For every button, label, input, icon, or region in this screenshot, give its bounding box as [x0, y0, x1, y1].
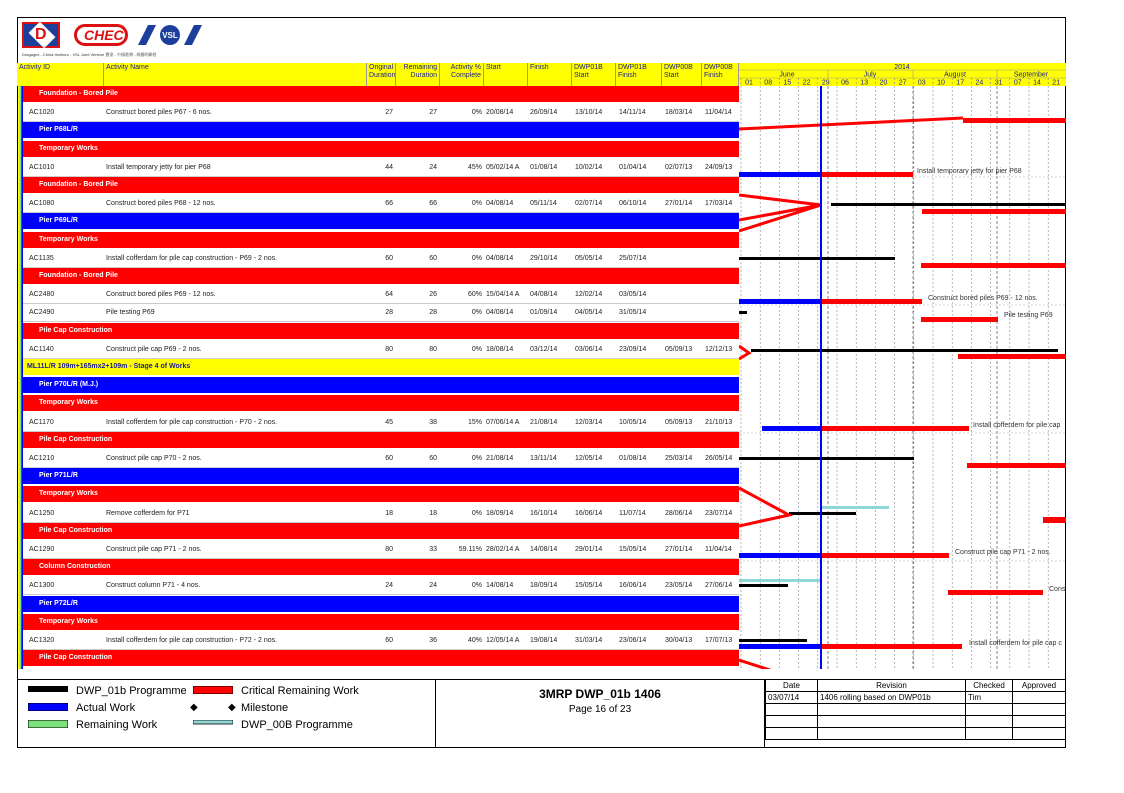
bar-label: Pile testing P69	[1004, 312, 1053, 319]
cell-start: 05/02/14 A	[486, 163, 520, 171]
timescale-week: 06	[841, 79, 849, 87]
cell-finish: 21/08/14	[530, 418, 558, 426]
document-title: 3MRP DWP_01b 1406	[539, 687, 661, 701]
critical-bar	[1043, 517, 1066, 523]
wbs-band[interactable]: Pier P71L/R	[23, 468, 739, 484]
cell-od: 18	[385, 509, 393, 517]
cell-s0: 05/09/13	[665, 418, 693, 426]
timescale-month: July	[863, 71, 877, 79]
cell-id: AC2480	[29, 291, 55, 299]
cell-rd: 60	[429, 455, 437, 462]
cell-f0: 23/07/14	[705, 509, 733, 517]
col-header-start[interactable]: Start	[484, 63, 528, 86]
activity-row[interactable]	[23, 159, 739, 177]
cell-f1: 25/07/14	[619, 254, 647, 262]
timescale-week: 13	[860, 79, 869, 87]
timescale-week: 08	[764, 79, 773, 87]
cell-pct: 0%	[471, 455, 482, 462]
wbs-band[interactable]: Foundation - Bored Pile	[23, 177, 739, 193]
cell-s1: 15/05/14	[575, 582, 603, 590]
programme-bar	[739, 311, 747, 314]
legend-swatch-critical	[193, 686, 233, 694]
cell-pct: 45%	[467, 163, 482, 171]
timescale-week: 31	[994, 79, 1003, 87]
rev-header-checked: Checked	[966, 680, 1013, 692]
programme-bar	[739, 639, 807, 642]
legend-dwp00b: DWP_00B Programme	[241, 719, 353, 731]
cell-s1: 29/01/14	[575, 546, 603, 553]
timescale-week: 15	[783, 79, 792, 87]
rev-date: 03/07/14	[766, 692, 818, 704]
cell-rd: 60	[429, 254, 437, 262]
cell-s1: 04/05/14	[575, 309, 603, 317]
cell-f1: 11/07/14	[619, 509, 646, 517]
activity-row[interactable]	[23, 195, 739, 213]
cell-name: Construct pile cap P69 - 2 nos.	[106, 345, 202, 353]
cell-start: 18/09/14	[486, 509, 514, 517]
cell-s0: 27/01/14	[665, 200, 693, 208]
cell-name: Construct pile cap P70 - 2 nos.	[106, 455, 202, 462]
wbs-band[interactable]: Pile Cap Construction	[23, 523, 739, 539]
cell-name: Construct bored piles P67 - 6 nos.	[106, 109, 212, 117]
bar-label: Construct pile cap P71 - 2 nos.	[955, 549, 1051, 556]
page-number: Page 16 of 23	[568, 704, 632, 715]
dwp00b-bar	[739, 579, 821, 582]
cell-s1: 03/06/14	[575, 345, 603, 353]
cell-s1: 10/02/14	[575, 163, 603, 171]
actual-bar	[739, 553, 821, 558]
cell-name: Construct bored piles P69 - 12 nos.	[106, 291, 216, 299]
activity-row[interactable]	[23, 632, 739, 650]
cell-f1: 06/10/14	[619, 200, 647, 208]
wbs-band[interactable]: Foundation - Bored Pile	[23, 86, 739, 102]
critical-bar	[821, 553, 949, 558]
wbs-band[interactable]: Temporary Works	[23, 395, 739, 411]
programme-bar	[751, 349, 1058, 352]
legend-actual: Actual Work	[76, 702, 136, 714]
chec-logo-text: CHEC	[84, 27, 124, 43]
cell-od: 60	[385, 455, 393, 462]
critical-bar	[821, 426, 969, 431]
rev-approved	[1013, 692, 1066, 704]
cell-s0: 25/03/14	[665, 455, 693, 462]
timescale-month: August	[944, 71, 966, 79]
col-header-rem-dur[interactable]: Remaining Duration	[396, 63, 440, 86]
activity-row[interactable]	[23, 304, 739, 322]
cell-pct: 0%	[471, 200, 482, 208]
actual-bar	[739, 299, 821, 304]
programme-bar	[739, 584, 788, 587]
cell-pct: 0%	[471, 582, 482, 590]
col-header-activity-id[interactable]: Activity ID	[17, 63, 104, 86]
cell-s1: 12/03/14	[575, 418, 603, 426]
cell-pct: 59.11%	[458, 546, 482, 553]
cell-name: Install cofferdem for pile cap construction - P70 - 2 nos.	[106, 418, 278, 426]
rev-empty-cell	[818, 704, 966, 716]
gantt-chart	[739, 63, 1066, 669]
timescale-week: 07	[1013, 79, 1022, 87]
legend-remaining: Remaining Work	[76, 719, 158, 731]
activity-row[interactable]	[23, 577, 739, 595]
gantt-canvas	[739, 63, 1066, 669]
bar-label: Install cofferdem for pile cap	[973, 422, 1061, 429]
timescale-week: 10	[937, 79, 945, 87]
cell-finish: 05/11/14	[530, 200, 557, 208]
cell-s1: 16/06/14	[575, 509, 603, 517]
cell-f1: 14/11/14	[619, 109, 646, 117]
wbs-band[interactable]: Temporary Works	[23, 232, 739, 248]
cell-f0: 17/07/13	[705, 637, 733, 644]
legend-milestone: Milestone	[241, 702, 289, 714]
cell-start: 20/08/14	[486, 109, 514, 117]
cell-id: AC1320	[29, 637, 55, 644]
cell-pct: 15%	[467, 418, 482, 426]
cell-rd: 33	[429, 546, 437, 553]
cell-pct: 40%	[467, 637, 482, 644]
cell-s0: 23/05/14	[665, 582, 693, 590]
programme-bar	[831, 203, 1066, 206]
timescale-week: 17	[956, 79, 965, 87]
bar-label: Cons	[1049, 586, 1066, 593]
cell-f1: 15/05/14	[619, 546, 647, 553]
timescale-month: September	[1013, 71, 1049, 79]
wbs-band[interactable]: Temporary Works	[23, 486, 739, 502]
cell-f1: 10/05/14	[619, 418, 647, 426]
critical-bar	[821, 644, 962, 649]
cell-f1: 01/04/14	[619, 163, 647, 171]
chec-logo	[74, 24, 128, 46]
cell-rd: 27	[429, 109, 437, 117]
timescale-week: 27	[898, 79, 907, 87]
wbs-band[interactable]: Foundation - Bored Pile	[23, 268, 739, 284]
vsl-logo-text: VSL	[162, 31, 178, 40]
cell-name: Construct column P71 - 4 nos.	[106, 582, 201, 590]
cell-id: AC1080	[29, 200, 55, 208]
activity-row[interactable]	[23, 541, 739, 559]
cell-s0: 18/03/14	[665, 109, 693, 117]
col-header-dwp00b-start[interactable]: DWP00B Start	[662, 63, 702, 86]
cell-s1: 31/03/14	[575, 637, 603, 644]
cell-name: Install temporary jetty for pier P68	[106, 163, 211, 171]
wbs-band[interactable]: Pier P70L/R (M.J.)	[23, 377, 739, 393]
cell-s1: 12/02/14	[575, 291, 603, 299]
cell-start: 04/08/14	[486, 254, 514, 262]
cell-finish: 01/09/14	[530, 309, 558, 317]
critical-bar	[958, 354, 1066, 359]
legend-swatch-dwp00b	[193, 720, 233, 725]
timescale-year: 2014	[894, 64, 910, 71]
cell-pct: 0%	[471, 254, 482, 262]
cell-start: 04/08/14	[486, 309, 514, 317]
critical-bar	[821, 172, 913, 177]
col-header-dwp00b-finish[interactable]: DWP00B Finish	[702, 63, 739, 86]
cell-finish: 03/12/14	[530, 345, 558, 353]
cell-rd: 18	[429, 509, 437, 517]
wbs-band[interactable]: Temporary Works	[23, 141, 739, 157]
cell-f0: 26/05/14	[705, 455, 733, 462]
cell-start: 12/05/14 A	[486, 637, 520, 644]
wbs-band[interactable]: Pier P72L/R	[23, 596, 739, 612]
cell-rd: 24	[429, 163, 437, 171]
cell-s0: 05/09/13	[665, 345, 693, 353]
cell-f0: 24/09/13	[705, 163, 733, 171]
wbs-band[interactable]: Pile Cap Construction	[23, 432, 739, 448]
cell-rd: 80	[429, 345, 437, 353]
wbs-band[interactable]: Pile Cap Construction	[23, 323, 739, 339]
cell-id: AC1135	[29, 254, 54, 262]
cell-name: Install cofferdam for pile cap construction - P69 - 2 nos.	[106, 254, 278, 262]
cell-id: AC1300	[29, 582, 55, 590]
rev-empty-cell	[1013, 728, 1066, 740]
cell-id: AC1170	[29, 418, 54, 426]
actual-bar	[739, 644, 821, 649]
wbs-band[interactable]: Pier P68L/R	[23, 122, 739, 138]
cell-od: 80	[385, 345, 393, 353]
wbs-band[interactable]: Column Construction	[23, 559, 739, 575]
cell-od: 80	[385, 546, 393, 553]
cell-s1: 13/10/14	[575, 109, 603, 117]
critical-bar	[967, 463, 1066, 468]
legend-critical: Critical Remaining Work	[241, 685, 359, 697]
cell-f0: 17/03/14	[705, 200, 733, 208]
cell-f0: 12/12/13	[705, 345, 733, 353]
cell-f1: 23/06/14	[619, 637, 647, 644]
cell-finish: 18/09/14	[530, 582, 558, 590]
cell-id: AC1210	[29, 455, 55, 462]
rev-empty-cell	[766, 716, 818, 728]
cell-finish: 04/08/14	[530, 291, 558, 299]
cell-name: Remove cofferdem for P71	[106, 509, 190, 517]
critical-bar	[963, 118, 1066, 123]
milestone-icon: ◆	[190, 702, 198, 713]
rev-empty-cell	[966, 716, 1013, 728]
cell-s1: 05/05/14	[575, 254, 603, 262]
timescale-week: 01	[745, 79, 753, 87]
dragages-logo	[22, 22, 60, 48]
cell-od: 27	[385, 109, 393, 117]
cell-start: 14/08/14	[486, 582, 514, 590]
bar-label: Install temporary jetty for pier P68	[917, 168, 1022, 175]
cell-f1: 23/09/14	[619, 345, 647, 353]
critical-link	[739, 118, 963, 129]
cell-start: 15/04/14 A	[486, 291, 520, 299]
cell-f1: 16/06/14	[619, 582, 647, 590]
legend-programme: DWP_01b Programme	[76, 685, 187, 697]
logo-caption: Dragages - China Harbour - VSL Joint Venture 寶嘉 - 中國港灣 - 維騰明聯營	[22, 52, 157, 57]
rev-empty-cell	[818, 716, 966, 728]
timescale-week: 22	[802, 79, 811, 87]
cell-od: 45	[385, 418, 393, 426]
cell-name: Construct pile cap P71 - 2 nos.	[106, 546, 202, 553]
rev-header-revision: Revision	[818, 680, 966, 692]
cell-id: AC1140	[29, 345, 54, 353]
cell-finish: 13/11/14	[530, 455, 557, 462]
critical-bar	[948, 590, 1043, 595]
cell-s1: 12/05/14	[575, 455, 603, 462]
cell-finish: 14/08/14	[530, 546, 558, 553]
cell-start: 21/08/14	[486, 455, 514, 462]
programme-bar	[739, 257, 895, 260]
cell-f0: 11/04/14	[705, 109, 732, 117]
cell-pct: 0%	[471, 509, 482, 517]
legend-swatch-remaining	[28, 720, 68, 728]
cell-id: AC2490	[29, 309, 55, 317]
cell-od: 66	[385, 200, 393, 208]
vsl-logo	[136, 23, 206, 47]
activity-row[interactable]	[23, 104, 739, 122]
col-header-dwp01b-finish[interactable]: DWP01B Finish	[616, 63, 662, 86]
cell-start: 18/08/14	[486, 345, 514, 353]
timescale-week: 21	[1052, 79, 1061, 87]
activity-row[interactable]	[23, 414, 739, 432]
cell-f1: 31/05/14	[619, 309, 647, 317]
rev-empty-cell	[766, 704, 818, 716]
cell-id: AC1290	[29, 546, 55, 553]
cell-name: Install cofferdem for pile cap construction - P72 - 2 nos.	[106, 637, 278, 644]
cell-od: 24	[385, 582, 393, 590]
cell-start: 28/02/14 A	[486, 546, 520, 553]
activity-row[interactable]	[23, 450, 739, 468]
cell-f0: 11/04/14	[705, 546, 732, 553]
cell-od: 60	[385, 637, 393, 644]
wbs-band[interactable]: Pier P69L/R	[23, 213, 739, 229]
cell-od: 60	[385, 254, 393, 262]
actual-bar	[762, 426, 821, 431]
cell-s0: 28/06/14	[665, 509, 693, 517]
rev-empty-cell	[1013, 704, 1066, 716]
cell-rd: 36	[429, 637, 437, 644]
title-block	[435, 679, 765, 748]
rev-checked: Tim	[966, 692, 1013, 704]
cell-f0: 21/10/13	[705, 418, 733, 426]
cell-pct: 0%	[471, 309, 482, 317]
critical-link	[739, 660, 779, 669]
cell-pct: 60%	[467, 291, 482, 299]
col-header-finish[interactable]: Finish	[528, 63, 572, 86]
wbs-band[interactable]: ML11L/R 109m+165mx2+109m - Stage 4 of Works	[23, 359, 739, 375]
cell-s0: 27/01/14	[665, 546, 693, 553]
bar-label: Install cofferdem for pile cap c	[969, 640, 1062, 647]
cell-id: AC1010	[29, 163, 55, 171]
cell-finish: 16/10/14	[530, 509, 558, 517]
timescale-week: 14	[1033, 79, 1041, 87]
cell-rd: 38	[429, 418, 437, 426]
cell-od: 64	[385, 291, 393, 299]
cell-finish: 01/08/14	[530, 163, 558, 171]
cell-rd: 24	[429, 582, 437, 590]
critical-bar	[921, 317, 998, 322]
rev-empty-cell	[818, 728, 966, 740]
cell-name: Construct bored piles P68 - 12 nos.	[106, 200, 216, 208]
activity-row[interactable]	[23, 286, 739, 304]
programme-bar	[789, 512, 856, 515]
cell-finish: 29/10/14	[530, 254, 558, 262]
actual-bar	[739, 172, 821, 177]
cell-id: AC1020	[29, 109, 55, 117]
cell-f1: 03/05/14	[619, 291, 647, 299]
cell-finish: 19/08/14	[530, 637, 558, 644]
col-header-activity-name[interactable]: Activity Name	[104, 63, 367, 86]
critical-bar	[821, 299, 922, 304]
programme-bar	[739, 457, 914, 460]
col-header-pct[interactable]: Activity % Complete	[440, 63, 484, 86]
rev-empty-cell	[966, 728, 1013, 740]
legend-swatch-actual	[28, 703, 68, 711]
cell-pct: 0%	[471, 109, 482, 117]
rev-empty-cell	[966, 704, 1013, 716]
cell-s1: 02/07/14	[575, 200, 603, 208]
cell-s0: 30/04/13	[665, 637, 693, 644]
timescale-week: 20	[879, 79, 888, 87]
activity-row[interactable]	[23, 341, 739, 359]
dwp00b-bar	[821, 506, 889, 509]
timescale-month: June	[779, 71, 795, 79]
cell-name: Pile testing P69	[106, 309, 155, 317]
timescale-week: 29	[821, 79, 830, 87]
activity-row[interactable]	[23, 505, 739, 523]
critical-bar	[922, 209, 1066, 214]
critical-link	[739, 346, 749, 359]
critical-bar	[921, 263, 1066, 268]
cell-rd: 28	[429, 309, 437, 317]
rev-header-date: Date	[766, 680, 818, 692]
critical-link	[739, 488, 789, 526]
rev-text: 1406 rolling based on DWP01b	[818, 692, 966, 704]
cell-start: 07/06/14 A	[486, 418, 520, 426]
cell-pct: 0%	[471, 345, 482, 353]
wbs-band[interactable]: Temporary Works	[23, 614, 739, 630]
revision-block	[765, 679, 1066, 748]
wbs-band[interactable]: Pile Cap Construction	[23, 650, 739, 666]
cell-id: AC1250	[29, 509, 55, 517]
timescale-week: 03	[917, 79, 926, 87]
cell-start: 04/08/14	[486, 200, 514, 208]
milestone-icon-2: ◆	[228, 702, 236, 713]
dragages-logo-letter: D	[35, 26, 47, 43]
cell-rd: 26	[429, 291, 437, 299]
rev-empty-cell	[766, 728, 818, 740]
cell-finish: 26/09/14	[530, 109, 558, 117]
col-header-dwp01b-start[interactable]: DWP01B Start	[572, 63, 616, 86]
rev-header-approved: Approved	[1013, 680, 1066, 692]
cell-f0: 27/06/14	[705, 582, 733, 590]
col-header-orig-dur[interactable]: Original Duration	[367, 63, 396, 86]
timescale-week: 24	[975, 79, 984, 87]
cell-f1: 01/08/14	[619, 455, 647, 462]
rev-empty-cell	[1013, 716, 1066, 728]
cell-od: 44	[385, 163, 393, 171]
activity-row[interactable]	[23, 250, 739, 268]
legend-swatch-programme	[28, 686, 68, 692]
cell-rd: 66	[429, 200, 437, 208]
cell-od: 28	[385, 309, 393, 317]
bar-label: Construct bored piles P69 - 12 nos.	[928, 295, 1038, 302]
cell-s0: 02/07/13	[665, 163, 693, 171]
